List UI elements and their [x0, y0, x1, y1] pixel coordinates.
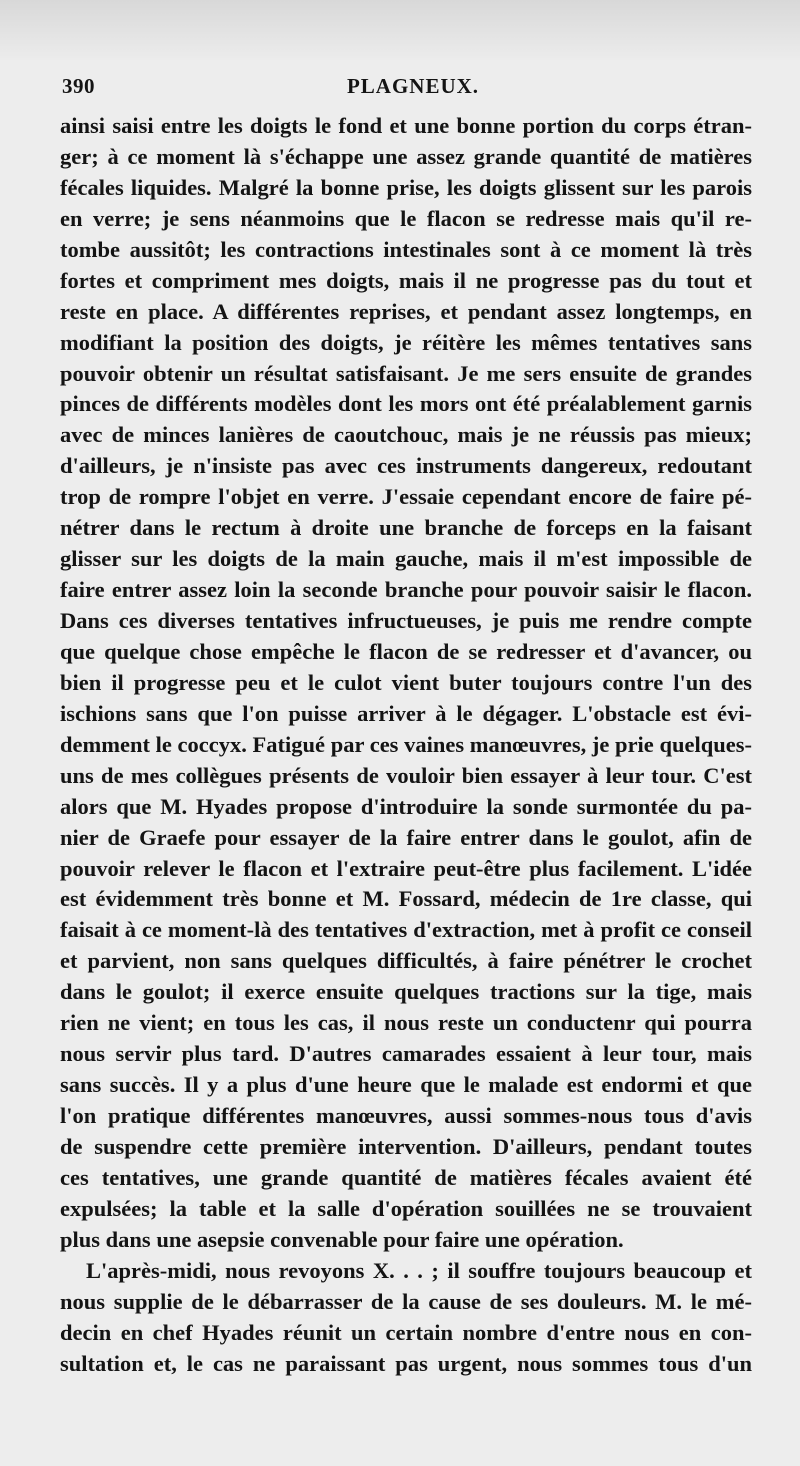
- running-header: [62, 74, 740, 104]
- text-line: expulsées; la table et la salle d'opération souillées ne se trouvaient: [60, 1195, 752, 1221]
- text-line: alors que M. Hyades propose d'introduire la sonde surmontée du pa-: [60, 793, 752, 819]
- text-line: ces tentatives, une grande quantité de matières fécales avaient été: [60, 1164, 752, 1190]
- text-line: nous servir plus tard. D'autres camarades essaient à leur tour, mais: [60, 1041, 752, 1067]
- text-line: plus dans une asepsie convenable pour faire une opération.: [60, 1226, 624, 1252]
- text-line: nétrer dans le rectum à droite une branche de forceps en la faisant: [60, 515, 752, 541]
- running-title: PLAGNEUX.: [346, 74, 480, 98]
- text-line: pinces de différents modèles dont les mors ont été préalablement garnis: [60, 391, 752, 417]
- text-line: et parvient, non sans quelques difficultés, à faire pénétrer le crochet: [60, 948, 752, 974]
- paragraph: [60, 1256, 752, 1380]
- paragraph: [60, 111, 752, 1256]
- text-line: ainsi saisi entre les doigts le fond et une bonne portion du corps étran-: [60, 113, 752, 138]
- text-line: est évidemment très bonne et M. Fossard, médecin de 1re classe, qui: [60, 886, 752, 912]
- text-line: fécales liquides. Malgré la bonne prise, les doigts glissent sur les parois: [60, 174, 752, 200]
- text-line: faisait à ce moment-là des tentatives d'extraction, met à profit ce conseil: [60, 917, 752, 943]
- text-line: sans succès. Il y a plus d'une heure que le malade est endormi et que: [60, 1072, 752, 1098]
- text-line: en verre; je sens néanmoins que le flacon se redresse mais qu'il re-: [60, 205, 752, 231]
- page-top-shading: [0, 0, 800, 60]
- page-number: 390: [62, 74, 95, 98]
- text-line: sultation et, le cas ne paraissant pas urgent, nous sommes tous d'un: [60, 1350, 752, 1376]
- text-line: ger; à ce moment là s'échappe une assez grande quantité de matières: [60, 143, 752, 169]
- text-line: rien ne vient; en tous les cas, il nous reste un conductenr qui pourra: [60, 1010, 752, 1036]
- text-line: trop de rompre l'objet en verre. J'essaie cependant encore de faire pé-: [60, 484, 752, 510]
- text-line: L'après-midi, nous revoyons X. . . ; il souffre toujours beaucoup et: [86, 1257, 752, 1283]
- text-line: pouvoir obtenir un résultat satisfaisant. Je me sers ensuite de grandes: [60, 360, 752, 386]
- text-line: uns de mes collègues présents de vouloir bien essayer à leur tour. C'est: [60, 762, 752, 788]
- text-line: d'ailleurs, je n'insiste pas avec ces instruments dangereux, redoutant: [60, 453, 752, 479]
- text-line: que quelque chose empêche le flacon de se redresser et d'avancer, ou: [60, 638, 752, 664]
- text-line: nier de Graefe pour essayer de la faire entrer dans le goulot, afin de: [60, 824, 752, 850]
- text-line: glisser sur les doigts de la main gauche, mais il m'est impossible de: [60, 546, 752, 572]
- text-line: decin en chef Hyades réunit un certain nombre d'entre nous en con-: [60, 1319, 752, 1345]
- text-line: demment le coccyx. Fatigué par ces vaines manœuvres, je prie quelques-: [60, 731, 752, 757]
- text-line: de suspendre cette première intervention. D'ailleurs, pendant toutes: [60, 1133, 752, 1159]
- text-line: pouvoir relever le flacon et l'extraire peut-être plus facilement. L'idée: [60, 855, 752, 881]
- text-line: reste en place. A différentes reprises, et pendant assez longtemps, en: [60, 298, 752, 324]
- text-line: tombe aussitôt; les contractions intestinales sont à ce moment là très: [60, 236, 752, 262]
- text-line: modifiant la position des doigts, je réitère les mêmes tentatives sans: [60, 329, 752, 355]
- text-line: Dans ces diverses tentatives infructueuses, je puis me rendre compte: [60, 608, 752, 633]
- text-line: bien il progresse peu et le culot vient buter toujours contre l'un des: [60, 669, 752, 695]
- text-line: ischions sans que l'on puisse arriver à le dégager. L'obstacle est évi-: [60, 700, 752, 726]
- text-line: l'on pratique différentes manœuvres, aussi sommes-nous tous d'avis: [60, 1103, 752, 1128]
- text-line: nous supplie de le débarrasser de la cause de ses douleurs. M. le mé-: [60, 1288, 752, 1314]
- text-line: dans le goulot; il exerce ensuite quelques tractions sur la tige, mais: [60, 979, 752, 1005]
- text-line: fortes et compriment mes doigts, mais il ne progresse pas du tout et: [60, 267, 752, 293]
- text-line: avec de minces lanières de caoutchouc, mais je ne réussis pas mieux;: [60, 422, 752, 448]
- text-line: faire entrer assez loin la seconde branche pour pouvoir saisir le flacon.: [60, 577, 752, 603]
- body-text: [60, 111, 752, 1379]
